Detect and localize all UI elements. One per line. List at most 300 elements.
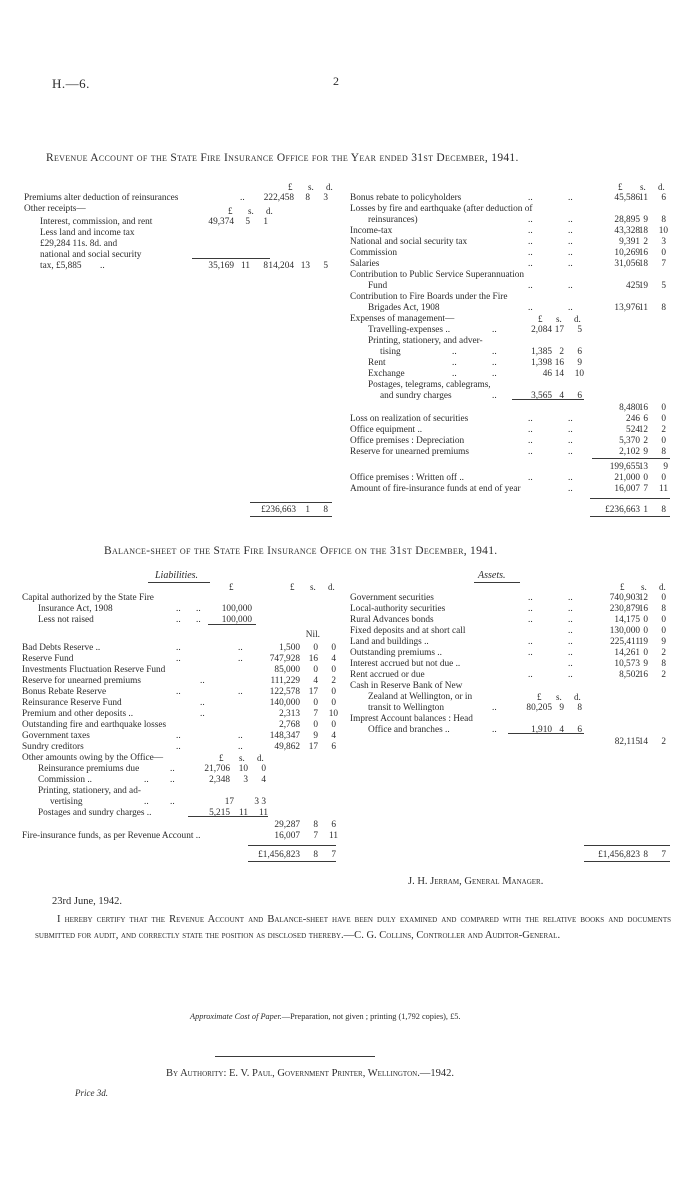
revenue-row-amount: 2,102: [619, 447, 640, 457]
revenue-row-d: 0: [661, 414, 666, 424]
revenue-row-dots: ..: [528, 281, 533, 291]
expense-row-label: Postages, telegrams, cablegrams,: [368, 380, 491, 390]
liab-row-label: Capital authorized by the State Fire: [22, 593, 154, 603]
fire-funds-d: 11: [329, 831, 338, 841]
liab-row-dots: ..: [200, 676, 205, 686]
revenue-row-inner-s: 11: [241, 261, 250, 271]
other-row-label: Reinsurance premiums due: [38, 764, 140, 774]
revenue-row-dots2: ..: [568, 237, 573, 247]
cash-row-d: 8: [577, 703, 582, 713]
liab-row-s: 17: [308, 687, 318, 697]
liab-row-amount: 49,862: [274, 742, 300, 752]
other-row-dots2: ..: [170, 797, 175, 807]
liab-row-d: 10: [328, 709, 338, 719]
asset-row-dots2: ..: [568, 670, 573, 680]
liab-row-label: Sundry creditors: [22, 742, 84, 752]
revenue-row-s: 2: [643, 436, 648, 446]
asset-row-label: Government securities: [350, 593, 434, 603]
fire-funds-s: 7: [313, 831, 318, 841]
liab-row-dots2: ..: [196, 604, 201, 614]
cash-head-d: d.: [574, 692, 581, 702]
revenue-row-dots: ..: [528, 237, 533, 247]
revenue-row-d: 3: [323, 193, 328, 203]
cash-row-label: transit to Wellington: [368, 703, 445, 713]
liab-row-label: Outstanding fire and earthquake losses: [22, 720, 167, 730]
revenue-row-s: 11: [639, 303, 648, 313]
asset-head-d: d.: [659, 582, 666, 592]
revenue-row-label: Office premises : Written off ..: [350, 473, 465, 483]
revenue-account-title: Revenue Account of the State Fire Insurance Office for the Year ended 31st December, 1941.: [46, 152, 519, 164]
liab-row-s: 7: [313, 709, 318, 719]
revenue-row-amount: 14,204: [268, 261, 294, 271]
cash-row-label: Imprest Account balances : Head: [350, 714, 473, 724]
date-line: 23rd June, 1942.: [52, 896, 122, 907]
asset-row-dots: ..: [528, 648, 533, 658]
revenue-row-label: Salaries: [350, 259, 380, 269]
liab-row-dots2: ..: [238, 742, 243, 752]
asset-row-s: 16: [638, 670, 648, 680]
asset-row-dots: ..: [528, 615, 533, 625]
asset-row-amount: 14,175: [614, 615, 640, 625]
expense-row-label: Travelling-expenses ..: [368, 325, 451, 335]
revenue-row-s: 13: [300, 261, 310, 271]
liab-head-d: d.: [328, 582, 335, 592]
revenue-row-amount: 31,056: [614, 259, 640, 269]
revenue-row-label: Commission: [350, 248, 398, 258]
cash-row-d: 6: [577, 725, 582, 735]
revenue-row-d: 5: [661, 281, 666, 291]
divider: [590, 516, 670, 517]
asset-head-pounds: £: [620, 582, 625, 592]
asset-row-dots: ..: [528, 670, 533, 680]
revenue-row-s: 18: [638, 259, 648, 269]
revenue-row-inner: 35,169: [208, 261, 234, 271]
revenue-row-label: tax, £5,885: [40, 261, 82, 271]
revenue-row-dots2: ..: [568, 281, 573, 291]
other-total-amount: 29,287: [274, 820, 300, 830]
asset-row-d: 0: [661, 615, 666, 625]
cash-header: Cash in Reserve Bank of New: [350, 681, 463, 691]
liab-row-label: Reserve for unearned premiums: [22, 676, 142, 686]
revenue-row-s: 16: [638, 248, 648, 258]
revenue-row-s: 19: [638, 281, 648, 291]
divider: [248, 861, 336, 862]
other-head-pounds: £: [219, 753, 224, 763]
signature-line: J. H. Jerram, General Manager.: [408, 876, 544, 887]
liab-row-s: 9: [313, 731, 318, 741]
liab-row-dots: ..: [200, 698, 205, 708]
asset-row-label: Local-authority securities: [350, 604, 446, 614]
asset-row-s: 9: [643, 659, 648, 669]
revenue-left-total-amount: £236,663: [261, 505, 296, 515]
revenue-row-label: Other receipts—: [24, 204, 86, 214]
expense-row-label: Rent: [368, 358, 386, 368]
expense-row-amount: 1,398: [531, 358, 552, 368]
revenue-row-dots2: ..: [568, 414, 573, 424]
asset-row-s: 0: [643, 615, 648, 625]
asset-row-d: 0: [661, 593, 666, 603]
liab-row-dots2: ..: [196, 615, 201, 625]
other-row-d: 11: [259, 808, 268, 818]
asset-row-label: Interest accrued but not due ..: [350, 659, 461, 669]
cash-row-label: Office and branches ..: [368, 725, 450, 735]
revenue-row-label: Loss on realization of securities: [350, 414, 469, 424]
asset-row-amount: 8,502: [619, 670, 640, 680]
assets-total-amount: £1,456,823: [598, 850, 640, 860]
revenue-row-inner-d: 1: [263, 217, 268, 227]
liab-row-label: Bonus Rebate Reserve: [22, 687, 107, 697]
liab-row-label: Reinsurance Reserve Fund: [22, 698, 122, 708]
liab-row-label: Insurance Act, 1908: [38, 604, 113, 614]
liab-row-d: 0: [331, 665, 336, 675]
other-row-dots2: ..: [170, 775, 175, 785]
liab-row-amount: 111,229: [270, 676, 300, 686]
asset-row-dots: ..: [568, 626, 573, 636]
asset-head-s: s.: [641, 582, 647, 592]
expense-row-amount: 3,565: [531, 391, 552, 401]
liab-row-label: Reserve Fund: [22, 654, 74, 664]
other-row-dots: ..: [144, 797, 149, 807]
expenses-total-amount: 8,480: [619, 403, 640, 413]
asset-row-dots2: ..: [568, 604, 573, 614]
divider: [192, 258, 270, 259]
revenue-row-dots2: ..: [568, 248, 573, 258]
expense-row-dots: ..: [492, 325, 497, 335]
revenue-row-label: Bonus rebate to policyholders: [350, 193, 462, 203]
expense-row-dots2: ..: [492, 369, 497, 379]
revenue-row-amount: 246: [626, 414, 640, 424]
expense-row-d: 6: [577, 347, 582, 357]
revenue-row-dots: ..: [100, 261, 105, 271]
liab-row-s: 4: [313, 676, 318, 686]
asset-row-dots: ..: [528, 593, 533, 603]
liab-row-label: Premium and other deposits ..: [22, 709, 134, 719]
revenue-row-amount: 21,000: [614, 473, 640, 483]
other-row-label: Printing, stationery, and ad-: [38, 786, 141, 796]
divider: [250, 516, 332, 517]
liab-row-amount: 1,500: [279, 643, 300, 653]
asset-row-dots: ..: [528, 637, 533, 647]
asset-row-amount: 230,879: [609, 604, 640, 614]
fire-funds-amount: 16,007: [274, 831, 300, 841]
revenue-right-total-amount: £236,663: [605, 505, 640, 515]
revenue-right-total-d: 8: [661, 505, 666, 515]
other-row-amount: 5,215: [209, 808, 230, 818]
asset-row-label: Rural Advances bonds: [350, 615, 434, 625]
revenue-row-s: 6: [643, 414, 648, 424]
expense-row-dots: ..: [492, 391, 497, 401]
revenue-row-label: Amount of fire-insurance funds at end of year: [350, 484, 521, 494]
revenue-row-dots2: ..: [568, 473, 573, 483]
other-row-label: vertising: [50, 797, 83, 807]
liab-row-s: 0: [313, 698, 318, 708]
liab-row-amount: 122,578: [269, 687, 300, 697]
liab-row-label: Less not raised: [38, 615, 94, 625]
revenue-row-dots: ..: [528, 447, 533, 457]
assets-total-s: 8: [643, 850, 648, 860]
other-row-dots: ..: [144, 775, 149, 785]
revenue-row-label: Less land and income tax: [40, 228, 135, 238]
revenue-row-dots: ..: [528, 425, 533, 435]
revenue-row-amount: 9,391: [619, 237, 640, 247]
revenue-row-amount: 13,976: [614, 303, 640, 313]
cash-row-dots: ..: [492, 703, 497, 713]
other-row-dots: ..: [170, 764, 175, 774]
revenue-row-label: Office equipment ..: [350, 425, 423, 435]
other-row-d: 3 3: [254, 797, 266, 807]
revenue-row-s: 11: [639, 193, 648, 203]
revenue-left-total-s: 1: [305, 505, 310, 515]
other-amounts-header: Other amounts owing by the Office—: [22, 753, 164, 763]
liab-row-dots: ..: [176, 643, 181, 653]
cash-total-s: 14: [638, 737, 648, 747]
liab-row-amount: Nil.: [305, 630, 320, 640]
cost-note-detail: —Preparation, not given ; printing (1,792 copies), £5.: [281, 1012, 461, 1021]
liab-row-d: 4: [331, 731, 336, 741]
liab-row-inner: 100,000: [221, 604, 252, 614]
revenue-row-dots: ..: [528, 303, 533, 313]
revenue-left-head-s: s.: [308, 182, 314, 192]
cash-row-dots: ..: [492, 725, 497, 735]
liab-row-d: 0: [331, 687, 336, 697]
revenue-right-head-pounds: £: [618, 182, 623, 192]
asset-row-d: 2: [661, 670, 666, 680]
revenue-row-dots2: ..: [568, 215, 573, 225]
cash-total-amount: 82,115: [614, 737, 640, 747]
asset-row-s: 16: [638, 604, 648, 614]
revenue-row-dots2: ..: [568, 425, 573, 435]
revenue-row-amount: 16,007: [614, 484, 640, 494]
liab-row-d: 2: [331, 676, 336, 686]
cash-row-amount: 80,205: [526, 703, 552, 713]
liabilities-total-s: 8: [313, 850, 318, 860]
expenses-head-s: s.: [556, 314, 562, 324]
revenue-row-label: Reserve for unearned premiums: [350, 447, 470, 457]
assets-total-d: 7: [661, 850, 666, 860]
revenue-row-s: 12: [638, 425, 648, 435]
liab-row-label: Government taxes: [22, 731, 90, 741]
liab-row-d: 6: [331, 742, 336, 752]
revenue-row-dots2: ..: [568, 259, 573, 269]
asset-row-amount: 130,000: [609, 626, 640, 636]
revenue-row-label: Contribution to Fire Boards under the Fire: [350, 292, 508, 302]
divider: [508, 733, 584, 734]
revenue-row-inner-d: 8: [263, 261, 268, 271]
audit-certificate: [35, 912, 671, 944]
asset-row-dots: ..: [528, 604, 533, 614]
revenue-row-dots: ..: [528, 414, 533, 424]
other-row-amount: 2,348: [209, 775, 230, 785]
revenue-row-d: 8: [661, 447, 666, 457]
expense-row-label: tising: [380, 347, 401, 357]
divider: [250, 502, 332, 503]
revenue-row-dots: ..: [528, 473, 533, 483]
liab-head-s: s.: [310, 582, 316, 592]
asset-row-dots: ..: [568, 659, 573, 669]
asset-row-label: Rent accrued or due: [350, 670, 425, 680]
cash-head-s: s.: [556, 692, 562, 702]
liab-row-dots2: ..: [238, 643, 243, 653]
asset-row-s: 0: [643, 626, 648, 636]
revenue-row-d: 8: [661, 303, 666, 313]
revenue-row-label: Premiums alter deduction of reinsurances: [24, 193, 179, 203]
liab-row-d: 0: [331, 720, 336, 730]
asset-row-s: 12: [638, 593, 648, 603]
other-row-s: 3: [243, 775, 248, 785]
revenue-row-label: Contribution to Public Service Superannuation: [350, 270, 525, 280]
expenses-head-pounds: £: [538, 314, 543, 324]
cash-row-amount: 1,910: [531, 725, 552, 735]
revenue-row-d: 0: [661, 473, 666, 483]
expense-row-d: 5: [577, 325, 582, 335]
revenue-row-d: 3: [661, 237, 666, 247]
asset-row-amount: 225,411: [610, 637, 640, 647]
revenue-row-s: 7: [643, 484, 648, 494]
liab-row-dots2: ..: [238, 654, 243, 664]
liab-row-dots: ..: [176, 615, 181, 625]
revenue-row-amount: 222,458: [263, 193, 294, 203]
revenue-row-amount: 10,269: [614, 248, 640, 258]
revenue-left-total-d: 8: [323, 505, 328, 515]
asset-row-amount: 740,903: [609, 593, 640, 603]
fire-funds-label: Fire-insurance funds, as per Revenue Account ..: [22, 831, 201, 841]
revenue-row-label: Brigades Act, 1908: [368, 303, 440, 313]
revenue-row-dots2: ..: [568, 226, 573, 236]
other-row-label: Postages and sundry charges ..: [38, 808, 152, 818]
asset-row-d: 2: [661, 648, 666, 658]
revenue-left-head-pounds: £: [288, 182, 293, 192]
revenue-row-dots: ..: [240, 193, 245, 203]
liab-row-s: 0: [313, 643, 318, 653]
revenue-row-amount: 28,895: [614, 215, 640, 225]
revenue-row-label: national and social security: [40, 250, 142, 260]
expense-row-dots: ..: [452, 369, 457, 379]
revenue-row-s: 18: [638, 226, 648, 236]
revenue-row-label: Losses by fire and earthquake (after deduction of: [350, 204, 533, 214]
asset-row-d: 8: [661, 659, 666, 669]
liab-row-label: Investments Fluctuation Reserve Fund: [22, 665, 166, 675]
liab-row-amount: 2,313: [279, 709, 300, 719]
balance-sheet-title: Balance-sheet of the State Fire Insurance Office on the 31st December, 1941.: [104, 545, 498, 557]
cost-of-paper-note: [190, 1012, 460, 1021]
liab-row-inner: 100,000: [221, 615, 252, 625]
revenue-row-s: 9: [643, 215, 648, 225]
revenue-row-d: 7: [661, 259, 666, 269]
expense-row-dots2: ..: [492, 358, 497, 368]
liab-row-dots: ..: [176, 687, 181, 697]
liab-row-amount: 2,768: [279, 720, 300, 730]
other-row-s: 17: [224, 797, 234, 807]
revenue-row-d: 10: [658, 226, 668, 236]
asset-row-label: Land and buildings ..: [350, 637, 429, 647]
asset-row-label: Outstanding premiums ..: [350, 648, 442, 658]
expense-row-s: 4: [559, 391, 564, 401]
other-row-d: 0: [261, 764, 266, 774]
liab-row-s: 0: [313, 720, 318, 730]
revenue-row-label: Interest, commission, and rent: [40, 217, 153, 227]
liab-row-d: 4: [331, 654, 336, 664]
expense-row-s: 17: [554, 325, 564, 335]
liab-row-amount: 140,000: [269, 698, 300, 708]
revenue-row-dots: ..: [528, 248, 533, 258]
revenue-row-s: 8: [305, 193, 310, 203]
revenue-row-amount: 45,586: [614, 193, 640, 203]
revenue-row-inner: 49,374: [208, 217, 234, 227]
cash-total-d: 2: [661, 737, 666, 747]
expense-row-dots: ..: [452, 358, 457, 368]
asset-row-d: 0: [661, 626, 666, 636]
liabilities-total-d: 7: [331, 850, 336, 860]
revenue-row-d: 11: [659, 484, 668, 494]
revenue-row-d: 0: [661, 248, 666, 258]
revenue-row-label: £29,284 11s. 8d. and: [40, 239, 118, 249]
liab-row-s: 17: [308, 742, 318, 752]
liab-row-amount: 148,347: [269, 731, 300, 741]
revenue-row-dots2: ..: [568, 436, 573, 446]
liab-row-dots: ..: [200, 709, 205, 719]
revenue-row-label: Fund: [368, 281, 388, 291]
revenue-row-s: 2: [643, 237, 648, 247]
revenue-row-dots2: ..: [568, 193, 573, 203]
liab-head-inner-pounds: £: [229, 582, 234, 592]
revenue-row-dots: ..: [528, 215, 533, 225]
revenue-row-inner-s: 5: [245, 217, 250, 227]
expense-row-amount: 1,385: [531, 347, 552, 357]
revenue-subtotal-d: 9: [663, 462, 668, 472]
revenue-right-total-s: 1: [643, 505, 648, 515]
revenue-row-d: 8: [661, 215, 666, 225]
cash-row-s: 4: [559, 725, 564, 735]
expense-row-dots: ..: [452, 347, 457, 357]
revenue-row-d: 2: [661, 425, 666, 435]
revenue-row-amount: 43,328: [614, 226, 640, 236]
liab-row-d: 0: [331, 643, 336, 653]
liab-row-dots: ..: [176, 604, 181, 614]
liab-row-dots2: ..: [238, 687, 243, 697]
liab-row-dots: ..: [176, 654, 181, 664]
asset-row-dots2: ..: [568, 593, 573, 603]
divider: [208, 624, 256, 625]
divider: [584, 861, 670, 862]
price-label: Price 3d.: [75, 1088, 108, 1098]
other-row-label: Commission ..: [38, 775, 92, 785]
asset-row-amount: 10,573: [614, 659, 640, 669]
cash-head-pounds: £: [537, 692, 542, 702]
expenses-header: Expenses of management—: [350, 314, 455, 324]
expense-row-amount: 2,084: [531, 325, 552, 335]
revenue-row-dots: ..: [528, 436, 533, 446]
expense-row-s: 2: [559, 347, 564, 357]
expense-row-d: 6: [577, 391, 582, 401]
liab-row-s: 16: [308, 654, 318, 664]
expense-row-dots2: ..: [492, 347, 497, 357]
revenue-row-dots: ..: [568, 484, 573, 494]
asset-row-d: 9: [661, 637, 666, 647]
cash-row-label: Zealand at Wellington, or in: [368, 692, 473, 702]
revenue-row-dots2: ..: [568, 303, 573, 313]
liab-row-amount: 747,928: [269, 654, 300, 664]
liab-row-dots: ..: [176, 742, 181, 752]
divider: [148, 582, 210, 583]
other-head-s: s.: [239, 753, 245, 763]
other-row-amount: 21,706: [204, 764, 230, 774]
revenue-row-dots2: ..: [568, 447, 573, 457]
liab-row-dots: ..: [176, 731, 181, 741]
expense-row-s: 14: [554, 369, 564, 379]
revenue-row-amount: 425: [626, 281, 640, 291]
expense-row-d: 10: [574, 369, 584, 379]
liab-row-s: 0: [313, 665, 318, 675]
